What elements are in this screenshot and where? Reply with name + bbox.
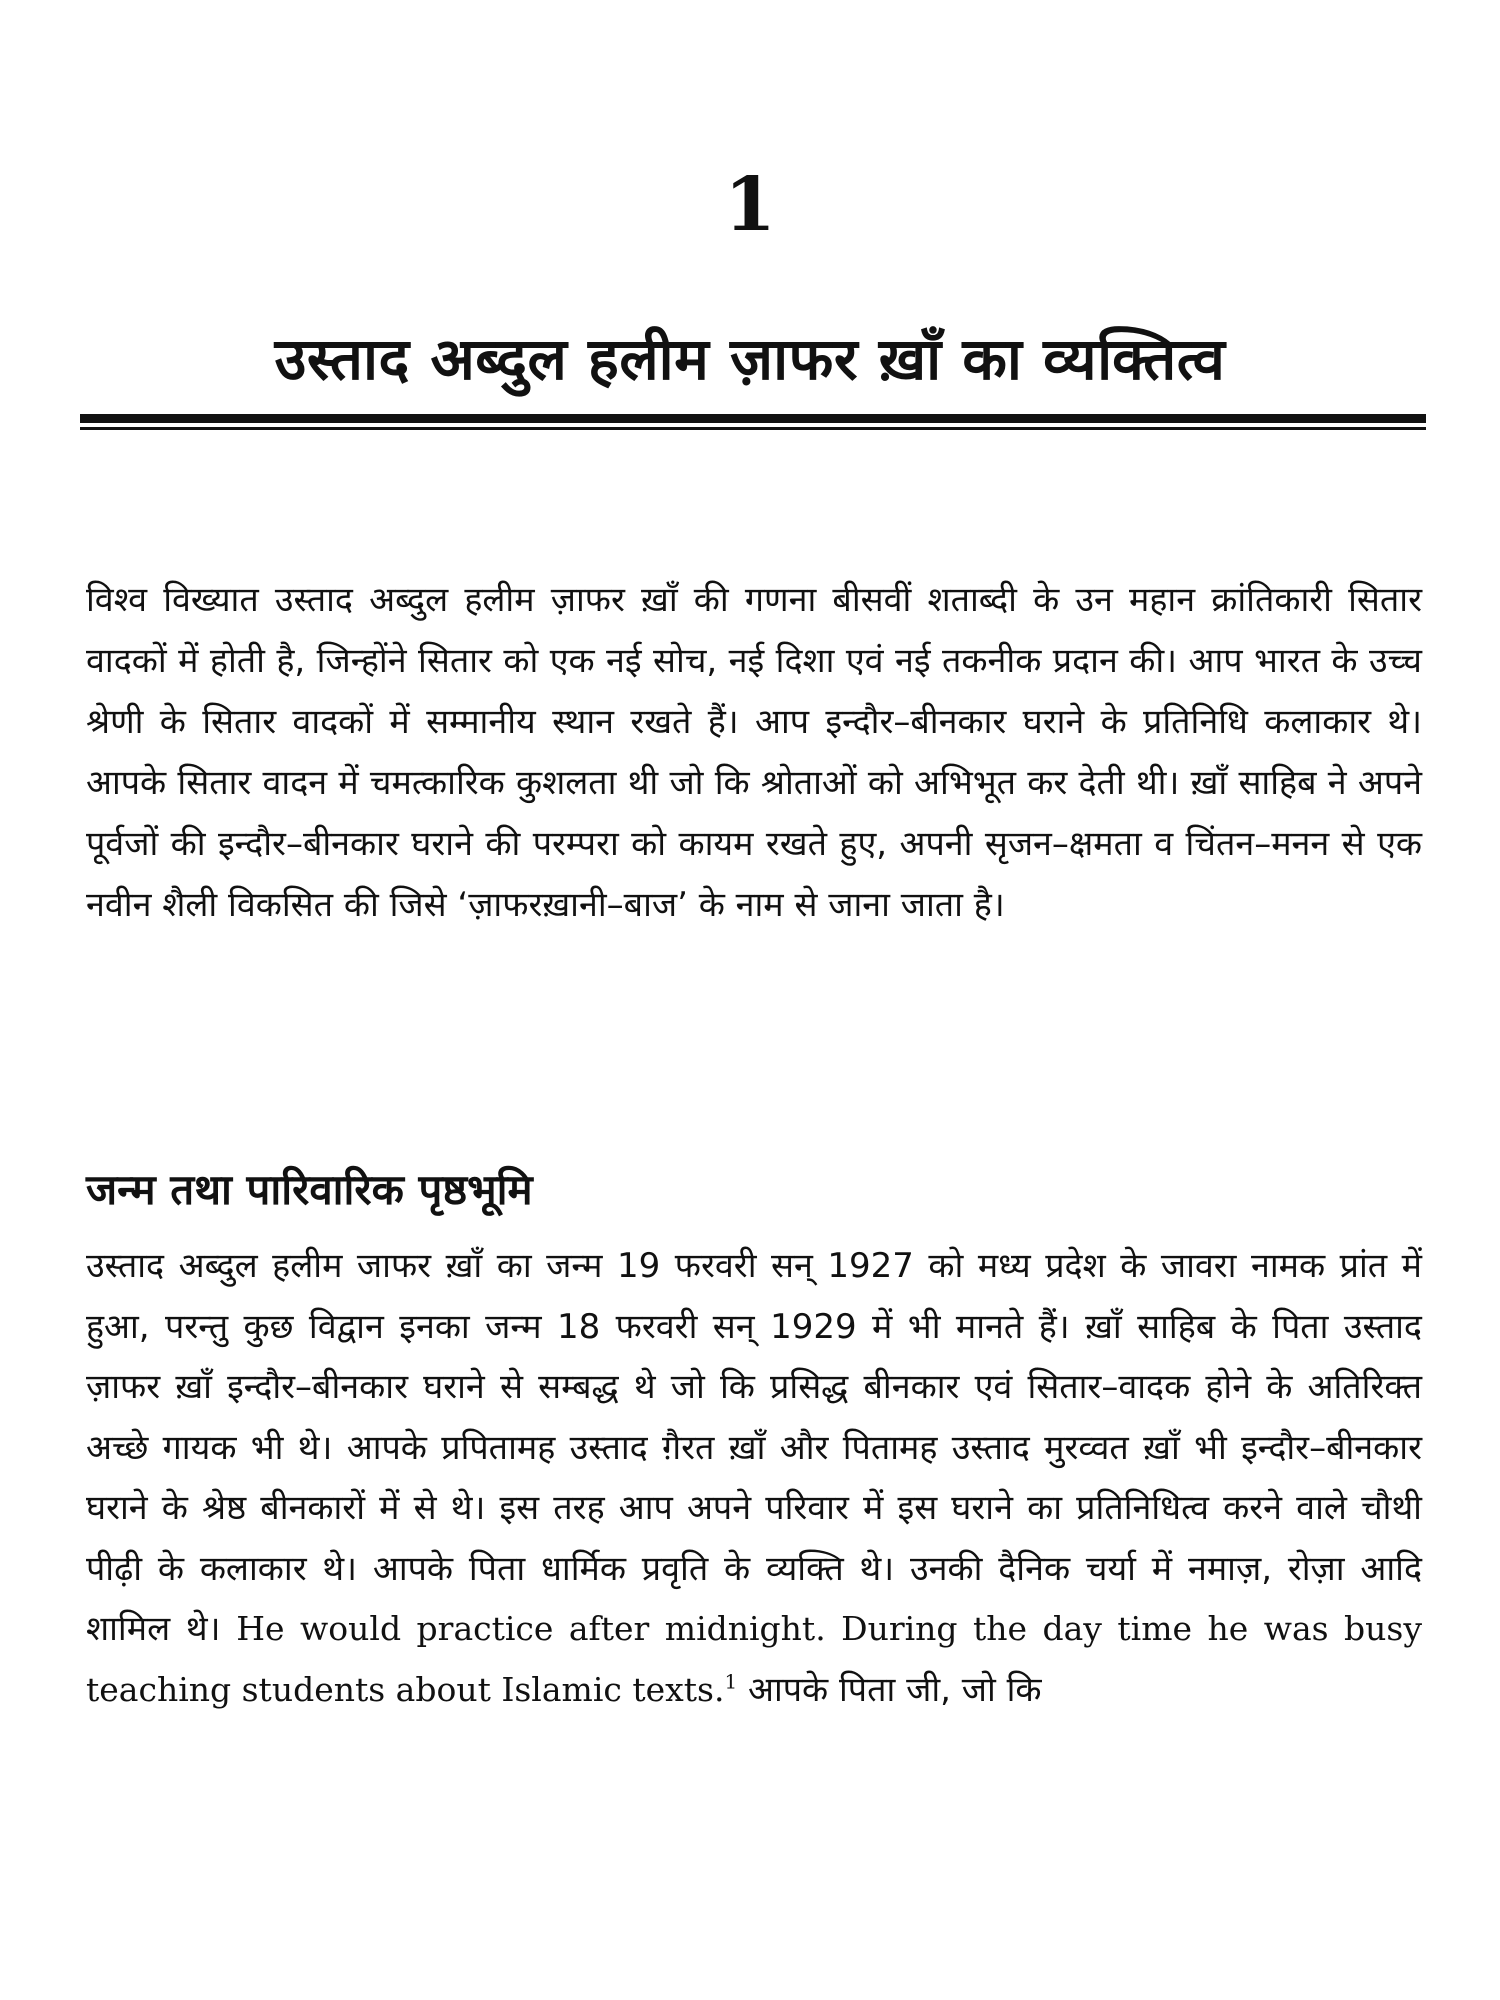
paragraph-continuation-text: आपके पिता जी, जो कि [748,1669,1042,1710]
section-heading: जन्म तथा पारिवारिक पृष्ठभूमि [86,1165,533,1214]
intro-paragraph: विश्व विख्यात उस्ताद अब्दुल हलीम ज़ाफर ख़ाँ की गणना बीसवीं शताब्दी के उन महान क्रांतिकारी सितार वादकों में होती है, जिन्होंने सितार को एक नई सोच, नई दिशा एवं नई तकनीक प्रदान की। आप भारत के उच्च श्रेणी के सितार वादकों में सम्मानीय स्थान रखते हैं। आप इन्दौर–बीनकार घराने के प्रतिनिधि कलाकार थे। आपके सितार वादन में चमत्कारिक कुशलता थी जो कि श्रोताओं को अभिभूत कर देती थी। ख़ाँ साहिब ने अपने पूर्वजों की इन्दौर–बीनकार घराने की परम्परा को कायम रखते हुए, अपनी सृजन–क्षमता व चिंतन–मनन से एक नवीन शैली विकसित की जिसे ‘ज़ाफरख़ानी–बाज’ के नाम से जाना जाता है। [86,580,1422,925]
paragraph-hindi-text: उस्ताद अब्दुल हलीम जाफर ख़ाँ का जन्म 19 फरवरी सन् 1927 को मध्य प्रदेश के जावरा नामक प्रांत में हुआ, परन्तु कुछ विद्वान इनका जन्म 18 फरवरी सन् 1929 में भी मानते हैं। ख़ाँ साहिब के पिता उस्ताद ज़ाफर ख़ाँ इन्दौर–बीनकार घराने से सम्बद्ध थे जो कि प्रसिद्ध बीनकार एवं सितार–वादक होने के अतिरिक्त अच्छे गायक भी थे। आपके प्रपितामह उस्ताद ग़ैरत ख़ाँ और पितामह उस्ताद मुरव्वत ख़ाँ भी इन्दौर–बीनकार घराने के श्रेष्ठ बीनकारों में से थे। इस तरह आप अपने परिवार में इस घराने का प्रतिनिधित्व करने वाले चौथी पीढ़ी के कलाकार थे। आपके पिता धार्मिक प्रवृति के व्यक्ति थे। उनकी दैनिक चर्या में नमाज़, रोज़ा आदि शामिल थे। [86,1246,1422,1649]
title-double-rule [80,414,1426,430]
title-rule-thin [80,427,1426,430]
birth-family-paragraph [86,1236,1422,1720]
paragraph-english-text: He would practice after midnight. During the day time he was busy teaching students about Islamic texts. [86,1609,1422,1709]
chapter-title: उस्ताद अब्दुल हलीम ज़ाफर ख़ाँ का व्यक्तित्व [274,325,1226,393]
title-rule-thick [80,414,1426,423]
chapter-number: 1 [724,162,776,248]
footnote-marker[interactable]: 1 [724,1669,738,1694]
